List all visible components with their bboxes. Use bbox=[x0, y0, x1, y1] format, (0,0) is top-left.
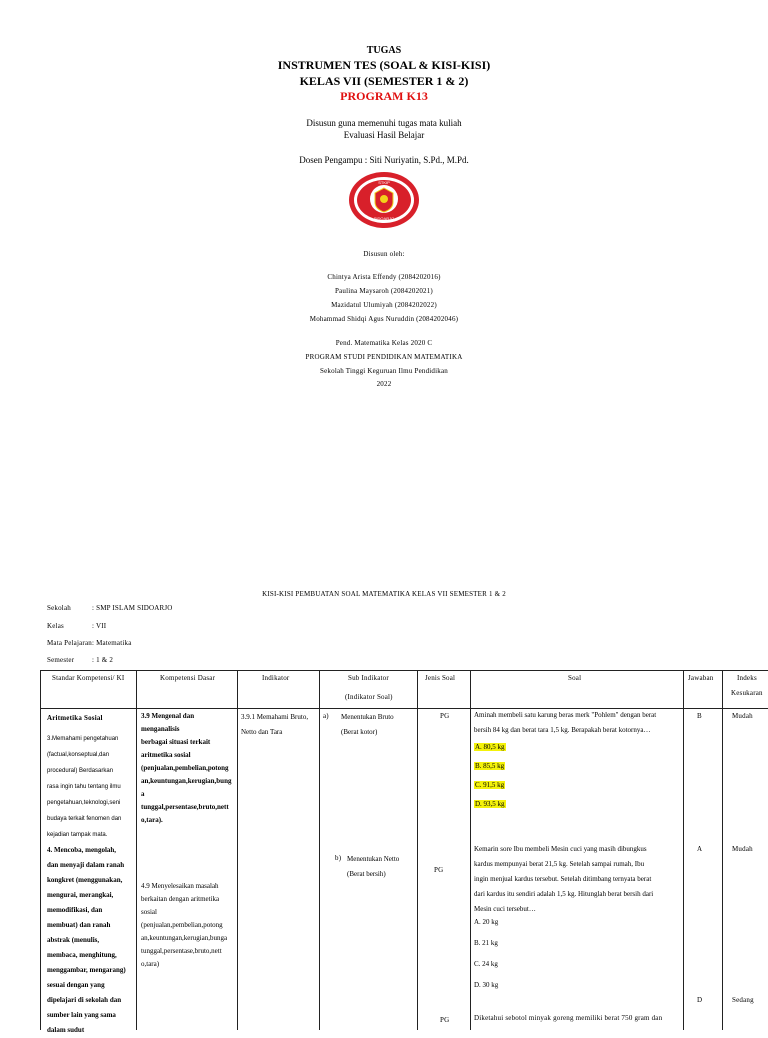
header-standar: Standar Kompetensi/ KI bbox=[52, 674, 125, 682]
text-line: budaya terkait fenomen dan bbox=[47, 816, 122, 822]
text-line: (penjualan,pembelian,potong bbox=[141, 764, 229, 772]
text-line: (Berat bersih) bbox=[347, 870, 386, 878]
text-line: membaca, menghitung, bbox=[47, 951, 117, 959]
table-rule bbox=[683, 670, 684, 1030]
subject-line: Mata Pelajaran: Matematika bbox=[47, 639, 132, 647]
purpose-line1: Disusun guna memenuhi tugas mata kuliah bbox=[306, 118, 462, 128]
option-item: C. 24 kg bbox=[474, 960, 498, 968]
text-line: 4.9 Menyelesaikan masalah bbox=[141, 882, 219, 890]
text-line: (penjualan,pembelian,potong bbox=[141, 921, 223, 929]
text-line: tunggal,persentase,bruto,nett bbox=[141, 947, 222, 955]
jenis-soal-2: PG bbox=[434, 866, 444, 874]
doc-title-line2: KELAS VII (SEMESTER 1 & 2) bbox=[299, 74, 469, 88]
table-rule bbox=[470, 670, 471, 1030]
topic-title: Aritmetika Sosial bbox=[47, 714, 103, 722]
question-1-options bbox=[474, 738, 594, 814]
institution-name: Sekolah Tinggi Keguruan Ilmu Pendidikan bbox=[320, 367, 448, 375]
kisi-heading: KISI-KISI PEMBUATAN SOAL MATEMATIKA KELAS VII SEMESTER 1 & 2 bbox=[262, 590, 506, 598]
text-line: an,keuntungan,kerugian,bung bbox=[141, 777, 232, 785]
text-line: Aminah membeli satu karung beras merk "Pohlem" dengan berat bbox=[474, 711, 657, 719]
header-jenis: Jenis Soal bbox=[425, 674, 456, 682]
difficulty-3: Sedang bbox=[732, 996, 754, 1004]
year: 2022 bbox=[376, 380, 392, 388]
program-label: PROGRAM K13 bbox=[340, 89, 428, 103]
author-item: Chintya Arista Effendy (2084202016) bbox=[327, 273, 441, 281]
table-rule bbox=[40, 670, 41, 1030]
text-line: sumber lain yang sama bbox=[47, 1011, 116, 1019]
jenis-soal-3: PG bbox=[440, 1016, 450, 1024]
text-line: memodifikasi, dan bbox=[47, 906, 103, 914]
text-line: sosial bbox=[141, 908, 157, 916]
header-indikator: Indikator bbox=[262, 674, 290, 682]
ki3-text bbox=[47, 731, 140, 843]
header-indeks: Indeks bbox=[737, 674, 757, 682]
header-sub-note: (Indikator Soal) bbox=[345, 693, 393, 701]
author-item: Paulina Maysaroh (2084202021) bbox=[335, 287, 433, 295]
text-line: Netto dan Tara bbox=[241, 728, 283, 736]
semester-value: : 1 & 2 bbox=[92, 656, 114, 664]
option-item: C. 91,5 kg bbox=[475, 781, 505, 789]
text-line: 3.9.1 Memahami Bruto, bbox=[241, 713, 309, 721]
option-item: A. 20 kg bbox=[474, 918, 499, 926]
text-line: 3.9 Mengenal dan bbox=[141, 712, 195, 720]
text-line: procedural) Berdasarkan bbox=[47, 768, 114, 774]
text-line: dari kardus itu sendiri adalah 1,5 kg. Hitunglah berat bersih dari bbox=[474, 890, 654, 898]
text-line: berkaitan dengan aritmetika bbox=[141, 895, 220, 903]
table-rule bbox=[417, 670, 418, 1030]
text-line: tunggal,persentase,bruto,nett bbox=[141, 803, 229, 811]
institution-logo bbox=[347, 170, 421, 230]
text-line: (Berat kotor) bbox=[341, 728, 378, 736]
text-line: kongkret (menggunakan, bbox=[47, 876, 123, 884]
school-value: : SMP ISLAM SIDOARJO bbox=[92, 604, 173, 612]
question-3: Diketahui sebotol minyak goreng memiliki berat 750 gram dan bbox=[474, 1014, 663, 1022]
text-line: (factual,konseptual,dan bbox=[47, 752, 110, 758]
authors-heading: Disusun oleh: bbox=[363, 250, 405, 258]
text-line: dipelajari di sekolah dan bbox=[47, 996, 122, 1004]
class-line: Pend. Matematika Kelas 2020 C bbox=[335, 339, 433, 347]
sub-b-text bbox=[347, 852, 417, 882]
text-line: o,tara). bbox=[141, 816, 163, 824]
header-jawaban: Jawaban bbox=[688, 674, 714, 682]
text-line: Kemarin sore Ibu membeli Mesin cuci yang masih dibungkus bbox=[474, 845, 647, 853]
answer-1: B bbox=[697, 712, 702, 720]
sub-b-label: b) bbox=[335, 854, 342, 862]
option-item: B. 21 kg bbox=[474, 939, 498, 947]
text-line: pengetahuan,teknologi,seni bbox=[47, 800, 121, 806]
text-line: sesuai dengan yang bbox=[47, 981, 105, 989]
text-line: dalam sudut bbox=[47, 1026, 85, 1034]
school-label: Sekolah bbox=[47, 604, 71, 612]
difficulty-1: Mudah bbox=[732, 712, 753, 720]
header-sub-indikator: Sub Indikator bbox=[348, 674, 389, 682]
text-line: dan menyaji dalam ranah bbox=[47, 861, 125, 869]
difficulty-2: Mudah bbox=[732, 845, 753, 853]
question-2-options bbox=[474, 912, 594, 996]
sub-a-text bbox=[341, 710, 417, 740]
indikator-text bbox=[241, 710, 321, 740]
text-line: rasa ingin tahu tentang ilmu bbox=[47, 784, 121, 790]
semester-label: Semester bbox=[47, 656, 75, 664]
text-line: menggambar, mengarang) bbox=[47, 966, 126, 974]
lecturer-line: Dosen Pengampu : Siti Nuriyatin, S.Pd., M.Pd. bbox=[299, 155, 469, 165]
kd-4-9 bbox=[141, 880, 239, 971]
text-line: membuat) dan ranah bbox=[47, 921, 111, 929]
sub-a-label: a) bbox=[323, 712, 329, 720]
logo-text-top: STKIP bbox=[378, 180, 390, 185]
text-line: aritmetika sosial bbox=[141, 751, 191, 759]
text-line: berbagai situasi terkait bbox=[141, 738, 211, 746]
header-soal: Soal bbox=[568, 674, 582, 682]
option-item: B. 85,5 kg bbox=[475, 762, 505, 770]
text-line: abstrak (menulis, bbox=[47, 936, 100, 944]
header-kd: Kompetensi Dasar bbox=[160, 674, 216, 682]
table-rule bbox=[40, 670, 768, 671]
text-line: Menentukan Bruto bbox=[341, 713, 394, 721]
question-2 bbox=[474, 842, 682, 917]
class-label: Kelas bbox=[47, 622, 64, 630]
text-line: ingin menjual kardus tersebut. Setelah ditimbang ternyata berat bbox=[474, 875, 652, 883]
doc-label-tugas: TUGAS bbox=[366, 45, 402, 56]
text-line: bersih 84 kg dan berat tara 1,5 kg. Berapakah berat kotornya… bbox=[474, 726, 651, 734]
text-line: 3.Memahami pengetahuan bbox=[47, 736, 119, 742]
text-line: an,keuntungan,kerugian,bunga bbox=[141, 934, 228, 942]
option-item: D. 93,5 kg bbox=[475, 800, 505, 808]
kd-3-9 bbox=[141, 710, 239, 827]
text-line: Mesin cuci tersebut… bbox=[474, 905, 536, 913]
header-indeks-note: Kesukaran bbox=[731, 689, 763, 697]
study-program: PROGRAM STUDI PENDIDIKAN MATEMATIKA bbox=[305, 353, 463, 361]
answer-3: D bbox=[697, 996, 703, 1004]
ki4-text bbox=[47, 843, 140, 1038]
class-value: : VII bbox=[92, 622, 107, 630]
author-item: Mazidatul Ulumiyah (2084202022) bbox=[331, 301, 437, 309]
text-line: mengurai, merangkai, bbox=[47, 891, 114, 899]
text-line: 4. Mencoba, mengolah, bbox=[47, 846, 117, 854]
purpose-line2: Evaluasi Hasil Belajar bbox=[343, 130, 425, 140]
text-line: kardus mempunyai berat 21,5 kg. Setelah sampai rumah, Ibu bbox=[474, 860, 645, 868]
doc-title-line1: INSTRUMEN TES (SOAL & KISI-KISI) bbox=[277, 58, 491, 72]
table-rule bbox=[722, 670, 723, 1030]
logo-text-bottom: SIDOARJO bbox=[373, 216, 395, 221]
answer-2: A bbox=[697, 845, 703, 853]
option-item: A. 80,5 kg bbox=[475, 743, 505, 751]
author-item: Mohammad Shidqi Agus Nuruddin (2084202046) bbox=[309, 315, 459, 323]
text-line: a bbox=[141, 790, 145, 798]
text-line: kejadian tampak mata. bbox=[47, 832, 108, 838]
text-line: Menentukan Netto bbox=[347, 855, 400, 863]
question-1 bbox=[474, 708, 682, 738]
text-line: menganalisis bbox=[141, 725, 180, 733]
text-line: o,tara) bbox=[141, 960, 160, 968]
jenis-soal-1: PG bbox=[440, 712, 450, 720]
option-item: D. 30 kg bbox=[474, 981, 499, 989]
